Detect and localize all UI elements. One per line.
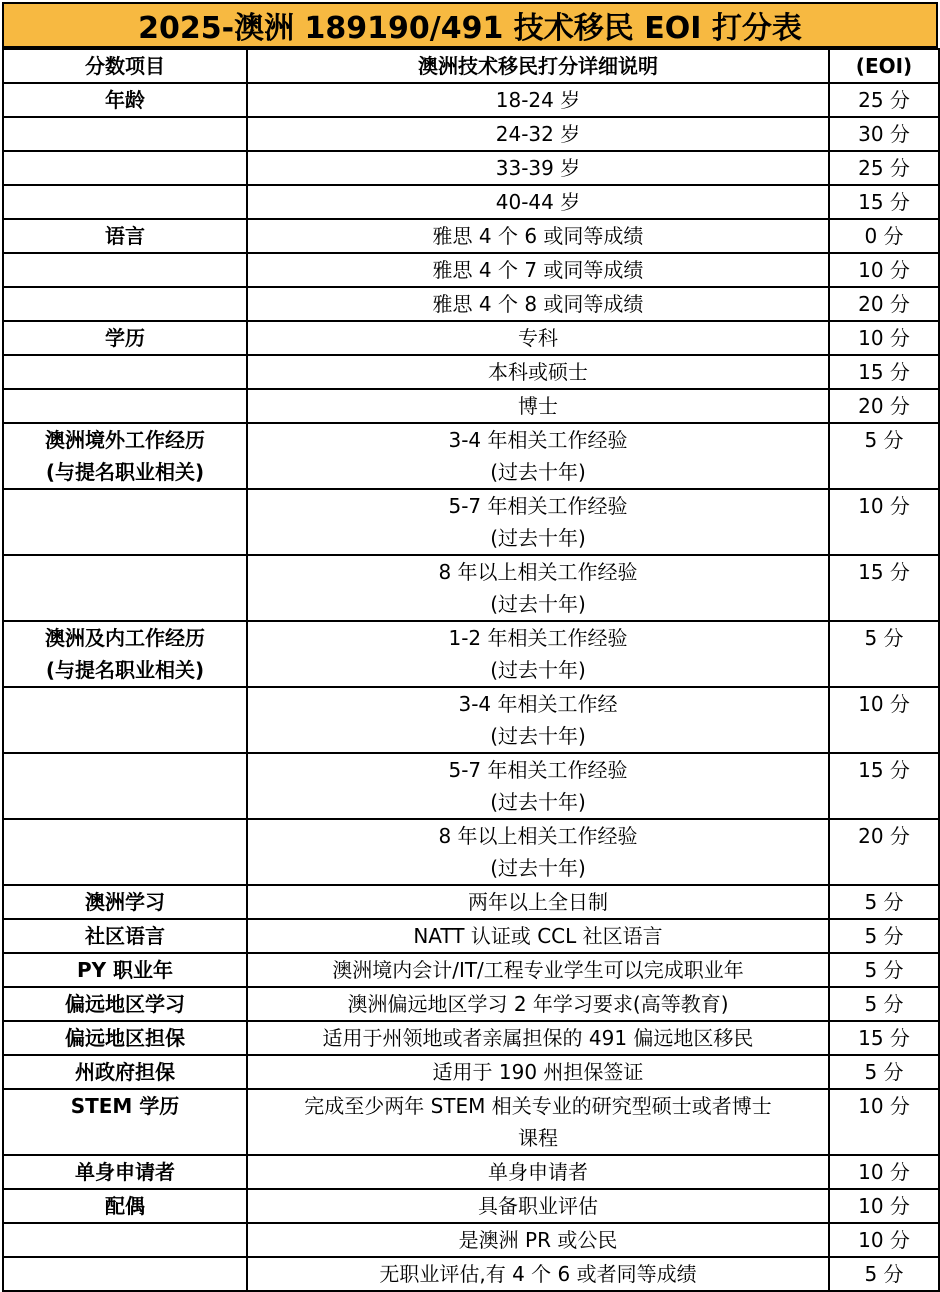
detail-cell — [247, 885, 829, 919]
points-value: 10 分 — [858, 1160, 910, 1184]
detail-cell — [247, 1223, 829, 1257]
category-label: 州政府担保 — [75, 1060, 175, 1084]
category-cell — [3, 423, 247, 489]
detail-text: 8 年以上相关工作经验 — [438, 824, 638, 848]
detail-cell — [247, 953, 829, 987]
category-cell — [3, 151, 247, 185]
points-cell — [829, 253, 939, 287]
detail-text: 澳洲偏远地区学习 2 年学习要求(高等教育) — [347, 992, 729, 1016]
table-row — [3, 423, 939, 489]
category-cell — [3, 185, 247, 219]
detail-cell — [247, 423, 829, 489]
table-row — [3, 919, 939, 953]
detail-cell — [247, 321, 829, 355]
detail-text: 18-24 岁 — [495, 88, 581, 112]
category-cell — [3, 919, 247, 953]
category-cell — [3, 1223, 247, 1257]
points-value: 20 分 — [858, 824, 910, 848]
points-value: 10 分 — [858, 326, 910, 350]
category-label: (与提名职业相关) — [45, 658, 205, 682]
category-cell — [3, 321, 247, 355]
table-row — [3, 1257, 939, 1291]
detail-text: 适用于 190 州担保签证 — [432, 1060, 644, 1084]
points-value: 5 分 — [864, 924, 904, 948]
points-cell — [829, 555, 939, 621]
category-cell — [3, 219, 247, 253]
points-value: 15 分 — [858, 190, 910, 214]
detail-text: 3-4 年相关工作经验 — [448, 428, 628, 452]
detail-cell — [247, 1089, 829, 1155]
detail-text: 1-2 年相关工作经验 — [448, 626, 628, 650]
points-value: 5 分 — [864, 428, 904, 452]
points-cell — [829, 321, 939, 355]
category-cell — [3, 1257, 247, 1291]
detail-text: 24-32 岁 — [495, 122, 581, 146]
detail-cell — [247, 1189, 829, 1223]
detail-cell — [247, 117, 829, 151]
category-label: 澳洲学习 — [85, 890, 165, 914]
category-cell — [3, 687, 247, 753]
points-cell — [829, 987, 939, 1021]
detail-text: 雅思 4 个 7 或同等成绩 — [432, 258, 644, 282]
detail-cell — [247, 987, 829, 1021]
points-value: 5 分 — [864, 1262, 904, 1286]
points-cell — [829, 1055, 939, 1089]
category-cell — [3, 621, 247, 687]
table-row — [3, 687, 939, 753]
points-cell — [829, 185, 939, 219]
category-label: 年龄 — [105, 88, 145, 112]
points-cell — [829, 621, 939, 687]
detail-text: 是澳洲 PR 或公民 — [458, 1228, 618, 1252]
detail-text: 本科或硕士 — [488, 360, 588, 384]
points-value: 0 分 — [864, 224, 904, 248]
points-cell — [829, 1223, 939, 1257]
detail-text: 适用于州领地或者亲属担保的 491 偏远地区移民 — [322, 1026, 754, 1050]
detail-text: 博士 — [518, 394, 558, 418]
points-value: 15 分 — [858, 560, 910, 584]
detail-cell — [247, 1257, 829, 1291]
detail-text: (过去十年) — [490, 724, 586, 748]
points-value: 25 分 — [858, 88, 910, 112]
category-cell — [3, 355, 247, 389]
detail-text: (过去十年) — [490, 856, 586, 880]
detail-cell — [247, 389, 829, 423]
detail-text: 8 年以上相关工作经验 — [438, 560, 638, 584]
detail-text: NATT 认证或 CCL 社区语言 — [413, 924, 663, 948]
table-row — [3, 555, 939, 621]
category-cell — [3, 287, 247, 321]
points-cell — [829, 1189, 939, 1223]
category-label: 社区语言 — [85, 924, 165, 948]
points-value: 15 分 — [858, 1026, 910, 1050]
category-cell — [3, 953, 247, 987]
detail-text: 雅思 4 个 6 或同等成绩 — [432, 224, 644, 248]
detail-cell — [247, 489, 829, 555]
points-cell — [829, 819, 939, 885]
detail-cell — [247, 1021, 829, 1055]
points-cell — [829, 489, 939, 555]
table-row — [3, 885, 939, 919]
detail-text: 40-44 岁 — [495, 190, 581, 214]
table-row — [3, 1189, 939, 1223]
detail-cell — [247, 1055, 829, 1089]
category-label: 澳洲境外工作经历 — [45, 428, 205, 452]
sheet-title: 2025-澳洲 189190/491 技术移民 EOI 打分表 — [2, 2, 938, 48]
points-value: 30 分 — [858, 122, 910, 146]
points-table — [2, 48, 940, 1292]
detail-cell — [247, 287, 829, 321]
category-cell — [3, 117, 247, 151]
detail-cell — [247, 151, 829, 185]
detail-text: 单身申请者 — [488, 1160, 588, 1184]
table-row — [3, 83, 939, 117]
points-cell — [829, 117, 939, 151]
table-row — [3, 151, 939, 185]
table-row — [3, 753, 939, 819]
category-cell — [3, 1055, 247, 1089]
points-value: 10 分 — [858, 258, 910, 282]
points-value: 10 分 — [858, 1228, 910, 1252]
points-value: 5 分 — [864, 890, 904, 914]
category-cell — [3, 1155, 247, 1189]
points-cell — [829, 687, 939, 753]
detail-text: 澳洲境内会计/IT/工程专业学生可以完成职业年 — [332, 958, 744, 982]
table-row — [3, 287, 939, 321]
table-row — [3, 1223, 939, 1257]
points-cell — [829, 1155, 939, 1189]
category-cell — [3, 987, 247, 1021]
category-label: 偏远地区学习 — [65, 992, 185, 1016]
category-label: 配偶 — [105, 1194, 145, 1218]
category-label: 偏远地区担保 — [65, 1026, 185, 1050]
detail-text: 课程 — [518, 1126, 558, 1150]
points-cell — [829, 1089, 939, 1155]
points-cell — [829, 423, 939, 489]
detail-text: (过去十年) — [490, 526, 586, 550]
detail-text: 专科 — [518, 326, 558, 350]
eoi-points-sheet — [2, 2, 938, 1292]
category-label: PY 职业年 — [76, 958, 174, 982]
points-cell — [829, 287, 939, 321]
detail-text: 雅思 4 个 8 或同等成绩 — [432, 292, 644, 316]
category-cell — [3, 819, 247, 885]
detail-text: 完成至少两年 STEM 相关专业的研究型硕士或者博士 — [304, 1094, 772, 1118]
points-cell — [829, 919, 939, 953]
detail-text: 两年以上全日制 — [468, 890, 608, 914]
points-cell — [829, 885, 939, 919]
header-row — [3, 49, 939, 83]
detail-text: (过去十年) — [490, 790, 586, 814]
points-cell — [829, 355, 939, 389]
detail-cell — [247, 1155, 829, 1189]
points-value: 5 分 — [864, 626, 904, 650]
table-row — [3, 987, 939, 1021]
table-row — [3, 219, 939, 253]
points-cell — [829, 753, 939, 819]
detail-text: 具备职业评估 — [478, 1194, 598, 1218]
points-cell — [829, 389, 939, 423]
category-cell — [3, 389, 247, 423]
detail-cell — [247, 687, 829, 753]
points-value: 20 分 — [858, 394, 910, 418]
points-value: 5 分 — [864, 992, 904, 1016]
category-cell — [3, 489, 247, 555]
points-value: 15 分 — [858, 758, 910, 782]
points-cell — [829, 151, 939, 185]
category-label: 澳洲及内工作经历 — [45, 626, 205, 650]
category-cell — [3, 555, 247, 621]
points-value: 10 分 — [858, 494, 910, 518]
detail-cell — [247, 83, 829, 117]
points-value: 5 分 — [864, 958, 904, 982]
points-cell — [829, 83, 939, 117]
points-value: 10 分 — [858, 692, 910, 716]
category-label: STEM 学历 — [70, 1094, 180, 1118]
table-row — [3, 253, 939, 287]
detail-text: 5-7 年相关工作经验 — [448, 758, 628, 782]
detail-cell — [247, 753, 829, 819]
points-value: 15 分 — [858, 360, 910, 384]
detail-cell — [247, 185, 829, 219]
detail-text: 33-39 岁 — [495, 156, 581, 180]
points-value: 5 分 — [864, 1060, 904, 1084]
header-detail: 澳洲技术移民打分详细说明 — [247, 49, 829, 83]
detail-text: (过去十年) — [490, 592, 586, 616]
table-row — [3, 953, 939, 987]
category-cell — [3, 1189, 247, 1223]
category-label: (与提名职业相关) — [45, 460, 205, 484]
table-row — [3, 489, 939, 555]
detail-text: (过去十年) — [490, 460, 586, 484]
points-value: 25 分 — [858, 156, 910, 180]
table-row — [3, 1155, 939, 1189]
table-row — [3, 117, 939, 151]
table-row — [3, 389, 939, 423]
table-row — [3, 1021, 939, 1055]
detail-cell — [247, 253, 829, 287]
detail-cell — [247, 621, 829, 687]
detail-cell — [247, 819, 829, 885]
table-row — [3, 185, 939, 219]
detail-cell — [247, 919, 829, 953]
category-cell — [3, 1089, 247, 1155]
category-cell — [3, 253, 247, 287]
header-category: 分数项目 — [3, 49, 247, 83]
detail-text: 3-4 年相关工作经 — [458, 692, 618, 716]
table-row — [3, 355, 939, 389]
detail-cell — [247, 219, 829, 253]
detail-cell — [247, 555, 829, 621]
category-cell — [3, 1021, 247, 1055]
points-cell — [829, 1257, 939, 1291]
table-row — [3, 321, 939, 355]
header-points: (EOI) — [829, 49, 939, 83]
points-value: 10 分 — [858, 1094, 910, 1118]
detail-cell — [247, 355, 829, 389]
points-value: 10 分 — [858, 1194, 910, 1218]
category-label: 单身申请者 — [75, 1160, 175, 1184]
category-label: 学历 — [105, 326, 145, 350]
category-label: 语言 — [105, 224, 145, 248]
points-table-body — [3, 49, 939, 1291]
detail-text: (过去十年) — [490, 658, 586, 682]
table-row — [3, 819, 939, 885]
table-row — [3, 1055, 939, 1089]
category-cell — [3, 885, 247, 919]
points-value: 20 分 — [858, 292, 910, 316]
detail-text: 无职业评估,有 4 个 6 或者同等成绩 — [379, 1262, 697, 1286]
points-cell — [829, 219, 939, 253]
table-row — [3, 1089, 939, 1155]
table-row — [3, 621, 939, 687]
category-cell — [3, 753, 247, 819]
points-cell — [829, 1021, 939, 1055]
points-cell — [829, 953, 939, 987]
detail-text: 5-7 年相关工作经验 — [448, 494, 628, 518]
category-cell — [3, 83, 247, 117]
